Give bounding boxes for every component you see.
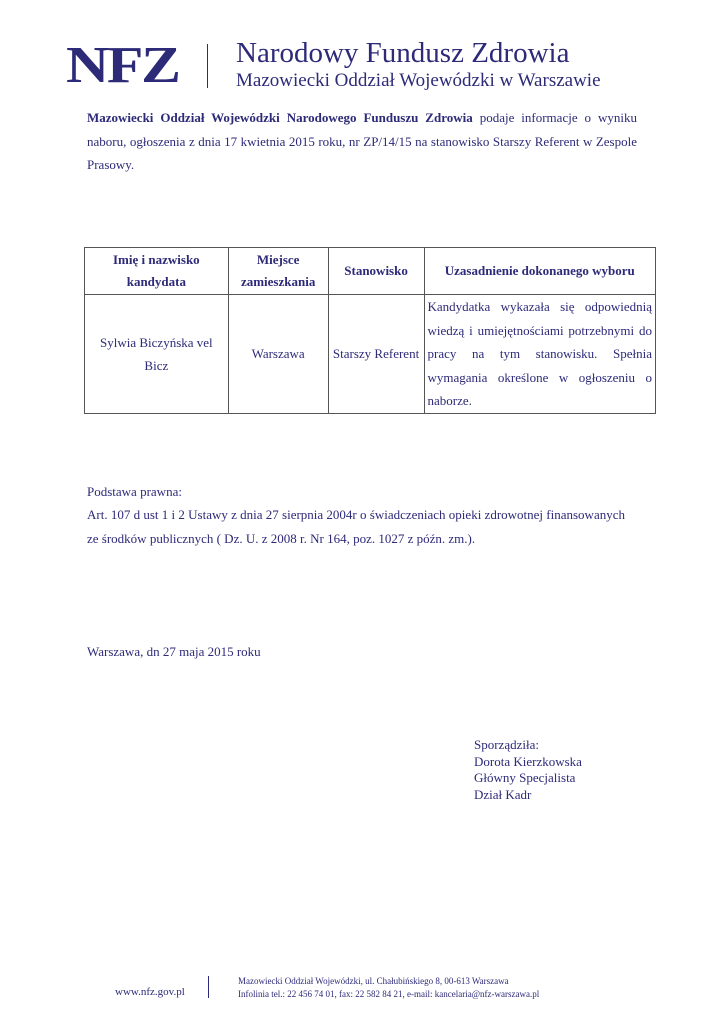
cell-reason: Kandydatka wykazała się odpowiednią wiedzą i umiejętnościami potrzebnymi do pracy na tym stanowisku. Spełnia wymagania określone w ogłoszeniu o naborze. — [424, 295, 656, 414]
footer-url-link[interactable]: www.nfz.gov.pl — [115, 986, 185, 998]
header-name: Imię i nazwisko kandydata — [85, 248, 229, 295]
legal-basis-label: Podstawa prawna: — [87, 484, 182, 499]
header-reason: Uzasadnienie dokonanego wyboru — [424, 248, 656, 295]
prepared-by-title: Główny Specjalista — [474, 770, 576, 785]
footer-address — [238, 975, 539, 1001]
intro-org-name: Mazowiecki Oddział Wojewódzki Narodowego Funduszu Zdrowia — [87, 110, 473, 125]
nfz-logo: NFZ — [66, 37, 179, 94]
intro-text: podaje informacje o wyniku naboru, ogłoszenia z dnia 17 kwietnia 2015 roku, nr ZP/14/15 na stanowisko Starszy Referent w Zespole Prasowy. — [87, 110, 637, 172]
prepared-by-label: Sporządziła: — [474, 737, 539, 752]
cell-residence: Warszawa — [228, 295, 328, 414]
table-row — [85, 295, 656, 414]
intro-paragraph — [87, 106, 637, 177]
header-position: Stanowisko — [328, 248, 424, 295]
cell-position: Starszy Referent — [328, 295, 424, 414]
org-title: Narodowy Fundusz Zdrowia — [236, 37, 570, 69]
recruitment-results-table — [84, 247, 656, 414]
footer-address-line2: Infolinia tel.: 22 456 74 01, fax: 22 582 84 21, e-mail: kancelaria@nfz-warszawa.pl — [238, 989, 540, 999]
table-header-row — [85, 248, 656, 295]
header-residence: Miejsce zamieszkania — [228, 248, 328, 295]
place-date: Warszawa, dn 27 maja 2015 roku — [87, 644, 261, 659]
prepared-by-name: Dorota Kierzkowska — [474, 753, 582, 769]
cell-candidate-name: Sylwia Biczyńska vel Bicz — [85, 295, 229, 414]
prepared-by-department: Dział Kadr — [474, 786, 532, 802]
header-divider — [207, 44, 208, 88]
footer-address-line1: Mazowiecki Oddział Wojewódzki, ul. Chałubińskiego 8, 00-613 Warszawa — [238, 976, 509, 986]
org-subtitle: Mazowiecki Oddział Wojewódzki w Warszawie — [236, 70, 601, 91]
legal-basis-text: Art. 107 d ust 1 i 2 Ustawy z dnia 27 sierpnia 2004r o świadczeniach opieki zdrowotnej finansowanych ze środków publicznych ( Dz. U. z 2008 r. Nr 164, poz. 1027 z późn. zm.). — [87, 507, 625, 546]
prepared-by-block — [474, 737, 582, 803]
footer-divider — [208, 976, 209, 998]
